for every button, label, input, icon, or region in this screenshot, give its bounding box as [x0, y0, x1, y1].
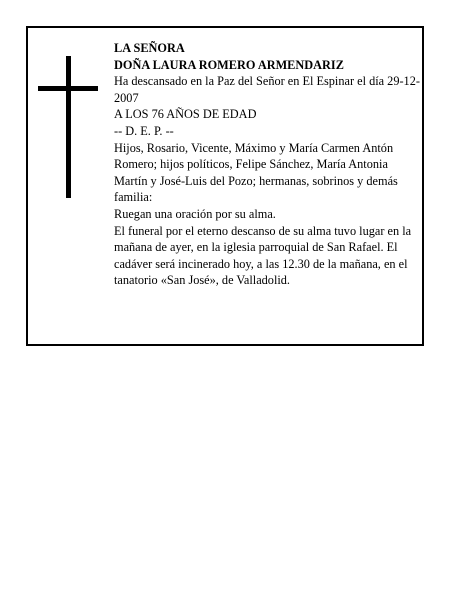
- notice-heading-name: DOÑA LAURA ROMERO ARMENDARIZ: [114, 57, 344, 72]
- cross-horizontal-bar: [38, 86, 98, 91]
- notice-rip-line: -- D. E. P. --: [114, 123, 174, 138]
- obituary-notice: [26, 26, 424, 346]
- notice-funeral-line: El funeral por el eterno descanso de su alma tuvo lugar en la mañana de ayer, en la iglesia parroquial de San Rafael. El cadáver será incinerado hoy, a las 12.30 de la mañana, en el tanatorio «San José», de Valladolid.: [114, 223, 412, 288]
- cross-vertical-bar: [66, 56, 71, 198]
- notice-family-line: Hijos, Rosario, Vicente, Máximo y María Carmen Antón Romero; hijos políticos, Felipe Sánchez, María Antonia Martín y José-Luis del Pozo; hermanas, sobrinos y demás familia:: [114, 140, 398, 205]
- notice-age-line: A LOS 76 AÑOS DE EDAD: [114, 107, 257, 122]
- cross-icon: [38, 56, 98, 198]
- notice-text: [114, 40, 422, 289]
- notice-rest-line: Ha descansado en la Paz del Señor en El Espinar el día 29-12-2007: [114, 74, 420, 105]
- notice-prayer-line: Ruegan una oración por su alma.: [114, 206, 276, 221]
- notice-heading-title: LA SEÑORA: [114, 41, 185, 55]
